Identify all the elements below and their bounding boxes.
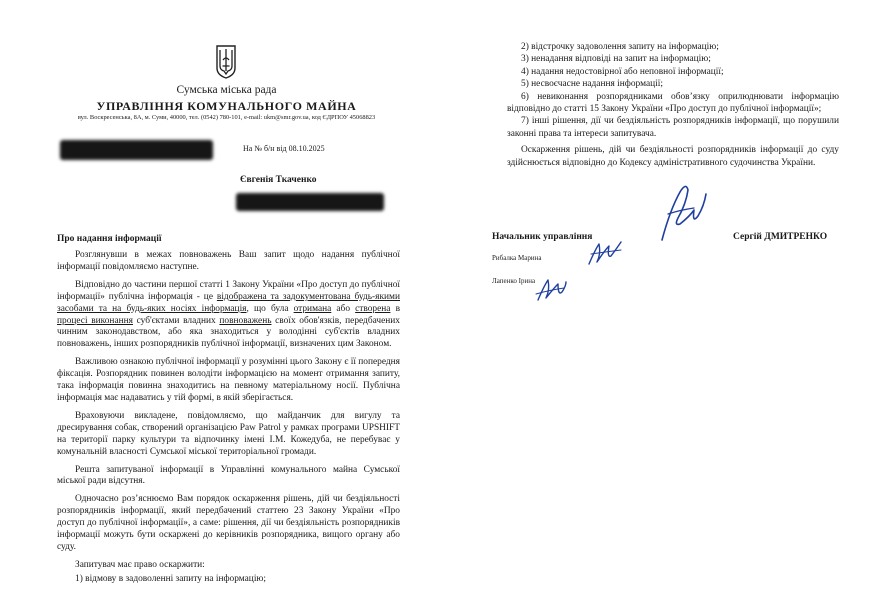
head-signature bbox=[650, 180, 710, 250]
appeal-list-item: 2) відстрочку задоволення запиту на інформацію; bbox=[521, 42, 719, 52]
redacted-reference-block bbox=[60, 140, 213, 160]
paragraph-court-appeal: Оскарження рішень, дій чи бездіяльності розпорядників інформації до суду здійснюється відповідно до Кодексу адміністративного судочинства України. bbox=[507, 145, 839, 168]
trident-emblem-icon bbox=[214, 44, 238, 80]
executor-initials bbox=[532, 274, 570, 306]
outgoing-reference: На № б/н від 08.10.2025 bbox=[243, 144, 325, 153]
appeal-list-item: 7) інші рішення, дії чи бездіяльність розпорядників інформації, що порушили законні права та інтереси запитувача. bbox=[507, 116, 839, 139]
redacted-recipient-email bbox=[236, 193, 384, 211]
paragraph-rest-absent: Решта запитуваної інформації в Управлінні комунального майна Сумської міської ради відсутня. bbox=[57, 464, 400, 487]
appeal-list-item: 1) відмову в задоволенні запиту на інформацію; bbox=[75, 573, 267, 584]
paragraph-appeal-procedure: Одночасно роз’яснюємо Вам порядок оскарження рішень, дій чи бездіяльності розпорядників інформації, який передбачений статтею 23 Закону України «Про доступ до публічної інформації», а саме: рішення, дії чи бездіяльність розпорядників інформації можуть бути оскаржені до керівників розпорядника, вищого органу або суду. bbox=[57, 494, 400, 552]
appeal-list-item: 6) невиконання розпорядниками обов’язку оприлюднювати інформацію відповідно до статті 15 Закону України «Про доступ до публічної інформації»; bbox=[507, 91, 839, 115]
signatory-name: Сергій ДМИТРЕНКО bbox=[733, 232, 828, 242]
recipient-name: Євгенія Ткаченко bbox=[240, 175, 317, 185]
signatory-title: Начальник управління bbox=[492, 232, 593, 242]
department-address: вул. Воскресенська, 8А, м. Суми, 40000, тел. (0542) 780-101, e-mail: ukm@smr.gov.ua, код ЄДРПОУ 45068823 bbox=[77, 114, 376, 121]
paragraph-definition: Відповідно до частини першої статті 1 Закону України «Про доступ до публічної інформації» публічна інформація - це відображена та задокументована будь-якими засобами та на будь-яких носіях інформація, що була отримана або створена в процесі виконання суб'єктами владних повноважень своїх обов'язків, передбачених чинним законодавством, або яка знаходиться у володінні суб'єктів владних повноважень, інших розпорядників публічної інформації, визначених цим Законом. bbox=[57, 279, 401, 350]
paragraph-right-to-appeal: Запитувач має право оскаржити: bbox=[75, 559, 205, 570]
letter-subject: Про надання інформації bbox=[57, 234, 162, 244]
letter-page-2 bbox=[440, 0, 870, 611]
paragraph-fixation: Важливою ознакою публічної інформації у розумінні цього Закону є її попередня фіксація. Розпорядник повинен володіти інформацією на момент отримання запиту, така інформація повинна знаходитись на певному матеріальному носії. Публічна інформація має надаватись у тій формі, в якій зберігається. bbox=[57, 357, 400, 403]
executor-name: Лапенко Ірина bbox=[492, 277, 536, 285]
paragraph-dog-park: Враховуючи викладене, повідомляємо, що майданчик для вигулу та дресирування собак, створений організацією Paw Patrol у рамках програми UPSHIFT на території парку культури та відпочинку імені І.М. Кожедуба, не перебуває у комунальній власності Сумської міської територіальної громади. bbox=[57, 410, 400, 457]
appeal-list-item: 5) несвоєчасне надання інформації; bbox=[521, 79, 663, 90]
letter-body-part-1 bbox=[57, 250, 400, 586]
paragraph-intro: Розглянувши в межах повноважень Ваш запит щодо надання публічної інформації повідомляємо наступне. bbox=[57, 250, 400, 272]
executor-initials bbox=[585, 236, 625, 270]
department-name: УПРАВЛІННЯ КОМУНАЛЬНОГО МАЙНА bbox=[96, 99, 357, 113]
appeal-list-item: 4) надання недостовірної або неповної інформації; bbox=[521, 66, 724, 77]
council-name: Сумська міська рада bbox=[176, 84, 277, 96]
letter-body-part-2 bbox=[507, 41, 839, 169]
appeal-list-item: 3) ненадання відповіді на запит на інформацію; bbox=[521, 54, 711, 65]
executor-name: Рибалка Марина bbox=[492, 254, 542, 262]
